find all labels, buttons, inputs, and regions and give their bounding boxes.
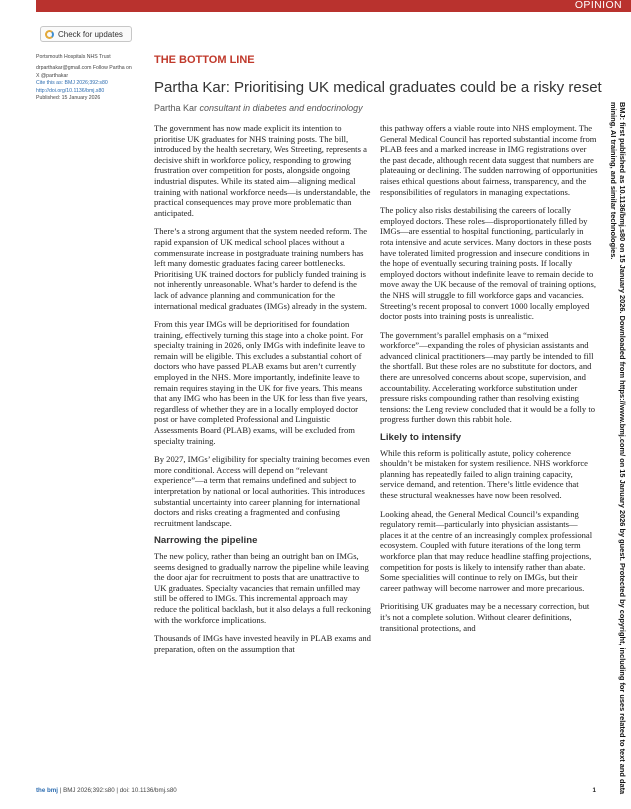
author-role: consultant in diabetes and endocrinology: [199, 103, 363, 113]
author-name: Partha Kar: [154, 103, 198, 113]
contact[interactable]: drparthakar@gmail.com Follow Partha on X @parthakar: [36, 65, 132, 79]
byline: [154, 103, 363, 113]
subheading: Likely to intensify: [380, 432, 462, 444]
page-number: 1: [592, 787, 596, 794]
banner-label: OPINION: [574, 0, 622, 11]
paragraph: From this year IMGs will be deprioritised for foundation training, effectively turning this stage into a choke point. For specialty training in 2026, only IMGs with indefinite leave to remain will be eligible. This excludes a substantial cohort of doctors who have passed PLAB exams but aren’t currently employed in the NHS. More importantly, indefinite leave to remain requires staying in the UK for five years. This means that any IMG who has been in the UK for less than five years, regardless of whether they are in a locally employed doctor post or have completed Professional and Linguistic Assessments Board (PLAB) exams, will be excluded from specialty training.: [154, 319, 368, 446]
paragraph: The government has now made explicit its intention to prioritise UK graduates for NHS training posts. The bill, introduced by the health secretary, Wes Streeting, represents a decisive shift in workforce policy, responding to growing frustration over competition for posts, alongside ongoing industrial disputes. While its stated aim—aligning medical training with national workforce needs—is understandable, the practical consequences may prove more problematic than anticipated.: [154, 123, 371, 218]
paragraph: Looking ahead, the General Medical Council’s expanding regulatory remit—particularly into physician assistants—places it at the centre of an increasingly complex professional ecosystem. Coupled with future iterations of the long term workforce plan that may reduce headline staffing projections, competition for posts is likely to intensify rather than abate. Some specialities will continue to rely on IMGs, but their career pathway will become narrower and more precarious.: [380, 508, 593, 593]
check-for-updates-label: Check for updates: [58, 29, 123, 39]
paragraph: Thousands of IMGs have invested heavily in PLAB exams and preparation, often on the assumption that: [154, 633, 371, 654]
section-label: THE BOTTOM LINE: [154, 54, 255, 66]
footer-cite: | BMJ 2026;392:s80 | doi: 10.1136/bmj.s80: [59, 787, 177, 794]
paragraph: By 2027, IMGs’ eligibility for specialty training becomes even more conditional. Access will depend on “relevant experience”—a term that remains undefined and subject to interpretation by national or local authorities. This introduces substantial uncertainty into career planning for international doctors and risks creating a fragmented and confusing recruitment landscape.: [154, 454, 370, 528]
published-date: Published: 15 January 2026: [36, 95, 101, 102]
cite-as: Cite this as: BMJ 2026;392:s80: [36, 80, 108, 87]
article-title: Partha Kar: Prioritising UK medical graduates could be a risky reset: [154, 79, 602, 96]
updates-icon: [45, 30, 54, 39]
affiliation: Portsmouth Hospitals NHS Trust: [36, 54, 111, 60]
copyright-sidebar: [609, 102, 627, 802]
doi-link[interactable]: http://doi.org/10.1136/bmj.s80: [36, 87, 105, 94]
left-column: [154, 123, 372, 662]
paragraph: There’s a strong argument that the system needed reform. The rapid expansion of UK medical school places without a commensurate increase in postgraduate training numbers has left many domestic graduates facing career bottlenecks. Prioritising UK trained doctors for publicly funded training is not inherently unreasonable. What’s harder to defend is the lack of advance planning and communication for the international medical graduates (IMGs) already in the system.: [154, 226, 368, 311]
subheading: Narrowing the pipeline: [154, 535, 258, 547]
check-for-updates-button[interactable]: [40, 26, 132, 42]
right-column: [380, 123, 598, 641]
paragraph: this pathway offers a viable route into NHS employment. The General Medical Council has reported substantial income from PLAB fees and a marked increase in IMG registrations over the past decade, although recent data suggest that numbers are plateauing or declining. The sudden narrowing of opportunities raises ethical questions about fairness, transparency, and the responsibilities of regulators in managing expectations.: [380, 123, 598, 197]
banner-bar: [36, 0, 631, 12]
footer-brand: the bmj: [36, 787, 59, 794]
paragraph: The government’s parallel emphasis on a “mixed workforce”—expanding the roles of physician assistants and advanced clinical practitioners—may partly be intended to fill the shortfall. But these roles are no substitute for doctors, and there are unresolved concerns about scope, supervision, and accountability. Accelerating workforce substitution under pressure risks compounding rather than resolving existing tensions: the Leng review concluded that it would be a folly to progress further down this rabbit hole.: [380, 329, 596, 425]
page-footer: [36, 787, 596, 794]
article-meta: [36, 54, 136, 102]
paragraph: While this reform is politically astute, policy coherence shouldn’t be mistaken for system resilience. NHS workforce planning has repeatedly failed to align training capacity, service demand, and retention. There’s little evidence that these structural weaknesses have now been resolved.: [380, 447, 588, 500]
paragraph: The new policy, rather than being an outright ban on IMGs, seems designed to gradually narrow the pipeline while leaving the door ajar for recruitment to posts that are unattractive to UK graduates. Specialty vacancies that remain unfilled may still be offered to IMGs. This incremental approach may reduce the political backlash, but it also delays a full reckoning with the workforce implications.: [154, 550, 371, 625]
opinion-banner: [0, 0, 631, 12]
paragraph: Prioritising UK graduates may be a necessary correction, but it’s not a complete solution. Without clearer definitions, transitional protections, and: [380, 601, 590, 633]
paragraph: The policy also risks destabilising the careers of locally employed doctors. These roles—disproportionately filled by IMGs—are essential to hospital functioning, particularly in rota intensive and acute services. Many doctors in these posts have tolerated limited progression and insecure conditions in the hope of eventually securing training posts. If locally employed doctors without indefinite leave to remain decide to move away the UK because of the removal of training options, the NHS will struggle to fill workforce gaps and vacancies. Streeting’s recent proposal to convert 1000 locally employed doctor posts into training posts is unrealistic.: [380, 205, 596, 322]
sidebar-text: BMJ: first published as 10.1136/bmj.s80 on 15 January 2026. Downloaded from https://www.bmj.com/ on 15 January 2026 by guest. Protected by copyright, including for uses related to text and data mining, AI training, and similar technologies.: [609, 102, 627, 795]
